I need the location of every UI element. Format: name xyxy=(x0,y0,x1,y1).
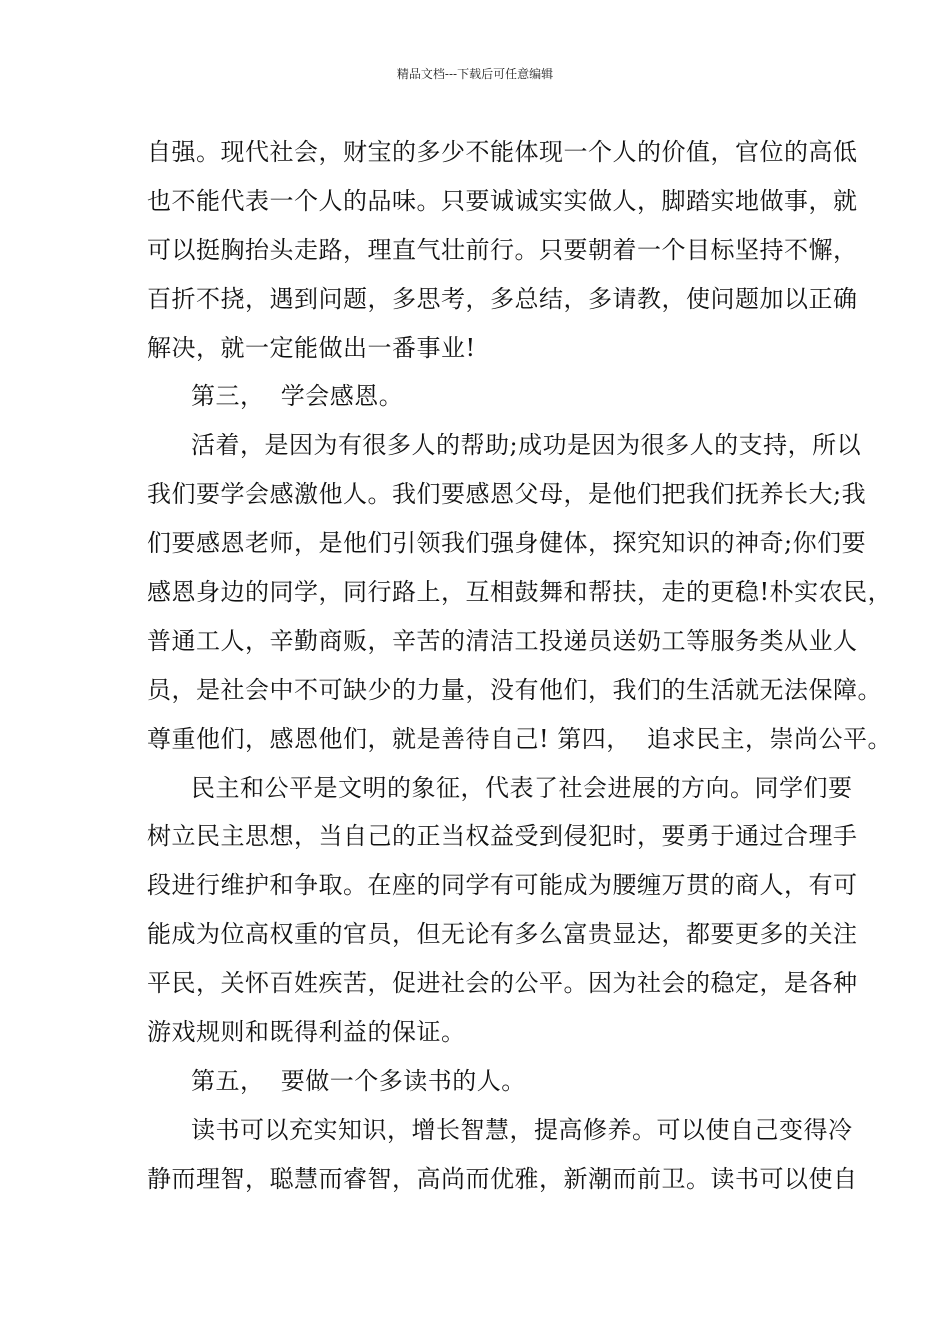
body-text xyxy=(147,128,893,1204)
text-line: 百折不挠，遇到问题，多思考，多总结，多请教，使问题加以正确 xyxy=(147,284,858,313)
section-heading-3: 第三， 学会感恩。 xyxy=(191,382,404,411)
text-line: 解决，就一定能做出一番事业! xyxy=(147,333,476,362)
text-line: 员，是社会中不可缺少的力量，没有他们，我们的生活就无法保障。 xyxy=(147,675,882,704)
text-line: 平民，关怀百姓疾苦，促进社会的公平。因为社会的稳定，是各种 xyxy=(147,969,858,998)
text-line: 也不能代表一个人的品味。只要诚诚实实做人，脚踏实地做事，就 xyxy=(147,186,858,215)
text-line: 普通工人，辛勤商贩，辛苦的清洁工投递员送奶工等服务类从业人 xyxy=(147,626,858,655)
text-line: 段进行维护和争取。在座的同学有可能成为腰缠万贯的商人，有可 xyxy=(147,871,858,900)
text-line: 活着，是因为有很多人的帮助;成功是因为很多人的支持，所以 xyxy=(191,431,862,460)
text-line: 游戏规则和既得利益的保证。 xyxy=(147,1018,466,1047)
text-line: 树立民主思想，当自己的正当权益受到侵犯时，要勇于通过合理手 xyxy=(147,822,858,851)
section-heading-5: 第五， 要做一个多读书的人。 xyxy=(191,1066,526,1095)
text-line: 感恩身边的同学，同行路上，互相鼓舞和帮扶，走的更稳!朴实农民， xyxy=(147,578,893,607)
text-line: 能成为位高权重的官员，但无论有多么富贵显达，都要更多的关注 xyxy=(147,920,858,949)
text-line: 可以挺胸抬头走路，理直气壮前行。只要朝着一个目标坚持不懈， xyxy=(147,235,858,264)
text-line: 自强。现代社会，财宝的多少不能体现一个人的价值，官位的高低 xyxy=(147,138,858,166)
text-line: 读书可以充实知识，增长智慧，提高修养。可以使自己变得冷 xyxy=(191,1115,853,1144)
text-line: 们要感恩老师，是他们引领我们强身健体，探究知识的神奇;你们要 xyxy=(147,529,867,558)
text-line: 尊重他们，感恩他们，就是善待自己! 第四， 追求民主，崇尚公平。 xyxy=(147,724,893,753)
text-line: 静而理智，聪慧而睿智，高尚而优雅，新潮而前卫。读书可以使自 xyxy=(147,1164,858,1193)
text-line: 我们要学会感激他人。我们要感恩父母，是他们把我们抚养长大;我 xyxy=(147,480,867,509)
text-line: 民主和公平是文明的象征，代表了社会进展的方向。同学们要 xyxy=(191,773,853,802)
page-header: 精品文档---下载后可任意编辑 xyxy=(396,67,554,81)
